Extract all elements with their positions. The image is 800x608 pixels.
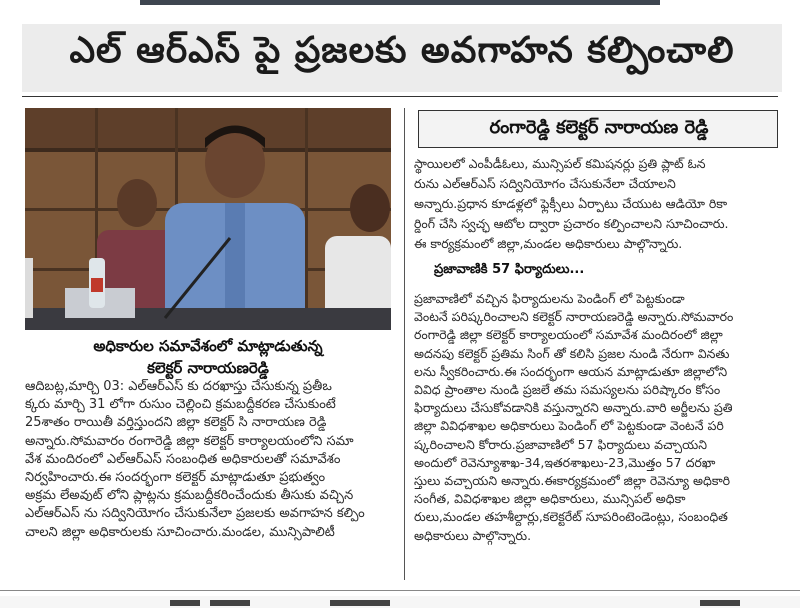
body-line: అన్నారు.ప్రధాన కూడళ్లలో ఫ్లెక్సీలు ఏర్పాటు చేయుట ఆడియో రికా	[414, 196, 728, 211]
photo-caption-line: కలెక్టర్ నారాయణరెడ్డి	[147, 359, 269, 377]
body-line: వేశ మందిరంలో ఎల్ఆర్ఎస్ సంబంధిత అధికారులతో సమావేశం	[25, 451, 341, 467]
body-line: అధికారులు పాల్గొన్నారు.	[414, 527, 532, 543]
body-line: అందులో రెవెన్యూశాఖ-34,ఇతరశాఖలు-23,మొత్తం 57 దరఖా	[414, 454, 716, 470]
body-line: జిల్లా వివిధశాఖల అధికారులు పెండింగ్ లో పెట్టకుండా వెంటనే పరి	[414, 418, 724, 434]
body-line: స్థాయిలలో ఎంపీడీఓలు, మున్సిపల్ కమిషనర్లు ప్రతి ప్లాట్ ఓన	[414, 156, 706, 171]
photo-caption	[25, 335, 391, 379]
cut-text-fragment	[330, 600, 390, 606]
cut-text-fragment	[170, 600, 200, 606]
body-line: స్తులు వచ్చాయని అన్నారు.ఈకార్యక్రమంలో జిల్లా రెవెన్యూ అధికారి	[414, 473, 731, 489]
body-line: అదనపు కలెక్టర్ ప్రతిమ సింగ్ తో కలిసి ప్రజల నుండి నేరుగా వినతు	[414, 345, 730, 361]
meeting-photo	[25, 108, 391, 330]
body-line: 25శాతం రాయితీ వర్తిస్తుందని జిల్లా కలెక్టర్ సి నారాయణ రెడ్డి	[25, 415, 327, 431]
subheadline-box	[418, 110, 778, 148]
body-line: సంగీత, వివిధశాఖల జిల్లా అధికారులు, మున్సిపల్ అధికా	[414, 491, 686, 507]
body-line: ఈ కార్యక్రమంలో జిల్లా,మండల అధికారులు పాల్గొన్నారు.	[414, 236, 683, 251]
body-line: ప్రజావాణిలో వచ్చిన ఫిర్యాదులను పెండింగ్ లో పెట్టకుండా	[414, 291, 685, 306]
headline-banner	[22, 24, 782, 92]
section-heading: ప్రజావాణికి 57 ఫిర్యాదులు...	[434, 262, 585, 277]
headline-rule	[22, 96, 778, 97]
body-line: నిర్వహించారు.ఈ సందర్భంగా కలెక్టర్ మాట్లాడుతూ ప్రభుత్వం	[25, 470, 326, 486]
column-divider	[404, 108, 405, 580]
left-column	[25, 378, 395, 542]
cut-text-fragment	[210, 600, 250, 606]
body-line: రును ఎల్ఆర్ఎస్ సద్వినియోగం చేసుకునేలా చేయాలని	[414, 176, 676, 191]
meeting-photo-image	[25, 108, 391, 330]
body-line: అక్రమ లేఅవుట్ లోని ప్లాట్లను క్రమబద్దీకరించేందుకు తీసుకు వచ్చిన	[25, 488, 354, 504]
bottom-strip	[0, 596, 800, 608]
subheadline: రంగారెడ్డి కలెక్టర్ నారాయణ రెడ్డి	[489, 117, 709, 138]
body-line: ష్కరించాలని కోరారు.ప్రజావాణిలో 57 ఫిర్యాదులు వచ్చాయని	[414, 436, 707, 452]
body-line: ఫిర్యాదులు చేసుకోవడానికి వస్తున్నారని అన్నారు.వారి అర్జీలను ప్రతి	[414, 400, 733, 416]
body-line: వెంటనే పరిష్కరించాలని కలెక్టర్ నారాయణరెడ్డి అన్నారు.సోమవారం	[414, 309, 734, 325]
body-line: రంగారెడ్డి జిల్లా కలెక్టర్ కార్యాలయంలో సమావేశ మందిరంలో జిల్లా	[414, 327, 723, 343]
body-line: క్కరు మార్చి 31 లోగా రుసుం చెల్లించి క్రమబద్దీకరణ చేసుకుంటే	[25, 397, 336, 413]
body-line: ర్డింగ్ చేసి స్వచ్ఛ ఆటోల ద్వారా ప్రచారం కల్పించాలని సూచించారు.	[414, 216, 729, 231]
photo-caption-line: అధికారుల సమావేశంలో మాట్లాడుతున్న	[93, 337, 323, 355]
right-column-top	[414, 154, 784, 254]
body-line: అన్నారు.సోమవారం రంగారెడ్డి జిల్లా కలెక్టర్ కార్యాలయంలోని సమా	[25, 433, 354, 449]
body-line: ఆదిబట్ల,మార్చి 03: ఎల్ఆర్ఎస్ కు దరఖాస్తు చేసుకున్న ప్రతీఒ	[25, 379, 332, 394]
body-line: ఎల్ఆర్ఎస్ ను సద్వినియోగం చేసుకునేలా ప్రజలకు అవగాహన కల్పిం	[25, 506, 365, 522]
top-bar	[140, 0, 660, 5]
body-line: చాలని జిల్లా అధికారులకు సూచించారు.మండల, మున్సిపాలిటీ	[25, 524, 335, 540]
body-line: లను స్వీకరించారు.ఈ సందర్భంగా ఆయన మాట్లాడుతూ జిల్లాలోని	[414, 363, 728, 379]
headline: ఎల్ ఆర్ఎస్ పై ప్రజలకు అవగాహన కల్పించాలి	[69, 30, 735, 71]
right-column-bottom	[414, 290, 784, 545]
bottom-rule	[0, 590, 800, 591]
body-line: రులు,మండల తహశీల్దార్లు,కలెక్టరేట్ సూపరింటెండెంట్లు, సంబంధిత	[414, 509, 728, 525]
cut-text-fragment	[700, 600, 740, 606]
body-line: వివిధ ప్రాంతాల నుండి ప్రజలే తమ సమస్యలను పరిష్కారం కోసం	[414, 382, 721, 398]
